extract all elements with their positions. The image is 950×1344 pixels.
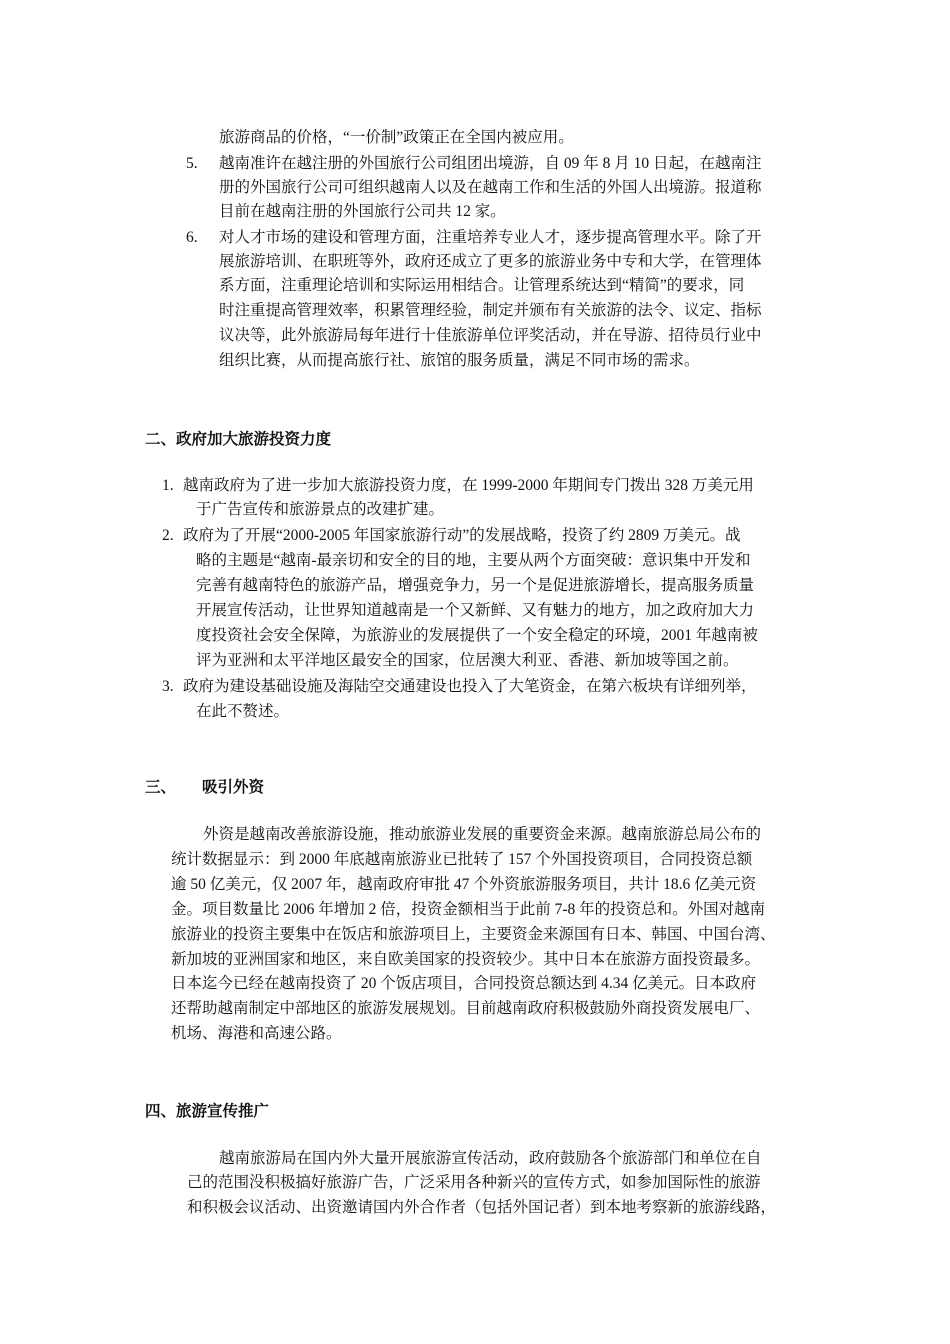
list-item-line: 政府为建设基础设施及海陆空交通建设也投入了大笔资金，在第六板块有详细列举， — [183, 678, 757, 695]
paragraph-line: 越南旅游局在国内外大量开展旅游宣传活动，政府鼓励各个旅游部门和单位在自 — [219, 1150, 762, 1167]
paragraph-line: 逾 50 亿美元，仅 2007 年，越南政府审批 47 个外资旅游服务项目，共计 18.6 亿美元资 — [171, 876, 757, 893]
list-item-line: 系方面，注重理论培训和实际运用相结合。让管理系统达到“精简”的要求，同 — [219, 277, 745, 294]
list-item-line: 册的外国旅行公司可组织越南人以及在越南工作和生活的外国人出境游。报道称 — [219, 179, 762, 196]
list-item-line: 开展宣传活动，让世界知道越南是一个又新鲜、又有魅力的地方，加之政府加大力 — [196, 602, 755, 619]
list-number: 3. — [162, 678, 174, 695]
section-heading: 四、旅游宣传推广 — [145, 1102, 270, 1120]
paragraph-line: 日本迄今已经在越南投资了 20 个饭店项目，合同投资总额达到 4.34 亿美元。日本政府 — [171, 975, 757, 992]
list-item-line: 展旅游培训、在职班等外，政府还成立了更多的旅游业务中专和大学，在管理体 — [219, 253, 762, 270]
paragraph-line: 旅游业的投资主要集中在饭店和旅游项目上，主要资金来源国有日本、韩国、中国台湾、 — [171, 926, 776, 943]
section-heading — [145, 775, 264, 799]
section-heading-text: 吸引外资 — [202, 778, 265, 796]
section-heading: 二、政府加大旅游投资力度 — [145, 430, 332, 448]
paragraph-line: 新加坡的亚洲国家和地区，来自欧美国家的投资较少。其中日本在旅游方面投资最多。 — [171, 951, 761, 968]
list-item-line: 对人才市场的建设和管理方面，注重培养专业人才，逐步提高管理水平。除了开 — [219, 229, 762, 246]
paragraph-line: 统计数据显示：到 2000 年底越南旅游业已批转了 157 个外国投资项目，合同投资总额 — [171, 851, 753, 868]
list-item-line: 议决等，此外旅游局每年进行十佳旅游单位评奖活动，并在导游、招待员行业中 — [219, 327, 762, 344]
list-item-line: 组织比赛，从而提高旅行社、旅馆的服务质量，满足不同市场的需求。 — [219, 352, 700, 369]
list-item-line: 完善有越南特色的旅游产品，增强竞争力，另一个是促进旅游增长，提高服务质量 — [196, 577, 755, 594]
list-number: 2. — [162, 527, 174, 544]
list-number: 6. — [186, 229, 198, 246]
list-item-line: 在此不赘述。 — [196, 703, 290, 720]
paragraph-line: 机场、海港和高速公路。 — [171, 1025, 342, 1042]
list-item-line: 于广告宣传和旅游景点的改建扩建。 — [196, 501, 445, 518]
list-number: 1. — [162, 477, 174, 494]
list-item-line: 越南政府为了进一步加大旅游投资力度，在 1999-2000 年期间专门拨出 328 万美元用 — [183, 477, 754, 494]
section-heading-number: 三、 — [145, 778, 177, 796]
paragraph-line: 金。项目数量比 2006 年增加 2 倍，投资金额相当于此前 7-8 年的投资总和。外国对越南 — [171, 901, 766, 918]
list-item-line: 目前在越南注册的外国旅行公司共 12 家。 — [219, 203, 506, 220]
list-number: 5. — [186, 155, 198, 172]
paragraph-line: 己的范围没积极搞好旅游广告，广泛采用各种新兴的宣传方式，如参加国际性的旅游 — [187, 1174, 761, 1191]
paragraph-line: 和积极会议活动、出资邀请国内外合作者（包括外国记者）到本地考察新的旅游线路， — [187, 1199, 777, 1216]
paragraph-line: 外资是越南改善旅游设施，推动旅游业发展的重要资金来源。越南旅游总局公布的 — [203, 826, 762, 843]
list-item-line: 越南准许在越注册的外国旅行公司组团出境游，自 09 年 8 月 10 日起，在越南注 — [219, 155, 762, 172]
list-item-line: 度投资社会安全保障，为旅游业的发展提供了一个安全稳定的环境，2001 年越南被 — [196, 627, 758, 644]
list-item-line: 略的主题是“越南-最亲切和安全的目的地，主要从两个方面突破：意识集中开发和 — [196, 552, 751, 569]
paragraph-line: 还帮助越南制定中部地区的旅游发展规划。目前越南政府积极鼓励外商投资发展电厂、 — [171, 1000, 761, 1017]
list-item-line: 时注重提高管理效率，积累管理经验，制定并颁布有关旅游的法令、议定、指标 — [219, 302, 762, 319]
list-item-line: 评为亚洲和太平洋地区最安全的国家，位居澳大利亚、香港、新加坡等国之前。 — [196, 652, 739, 669]
list-item-line: 政府为了开展“2000-2005 年国家旅游行动”的发展战略，投资了约 2809 万美元。战 — [183, 527, 741, 544]
paragraph-line: 旅游商品的价格，“一价制”政策正在全国内被应用。 — [219, 129, 574, 146]
